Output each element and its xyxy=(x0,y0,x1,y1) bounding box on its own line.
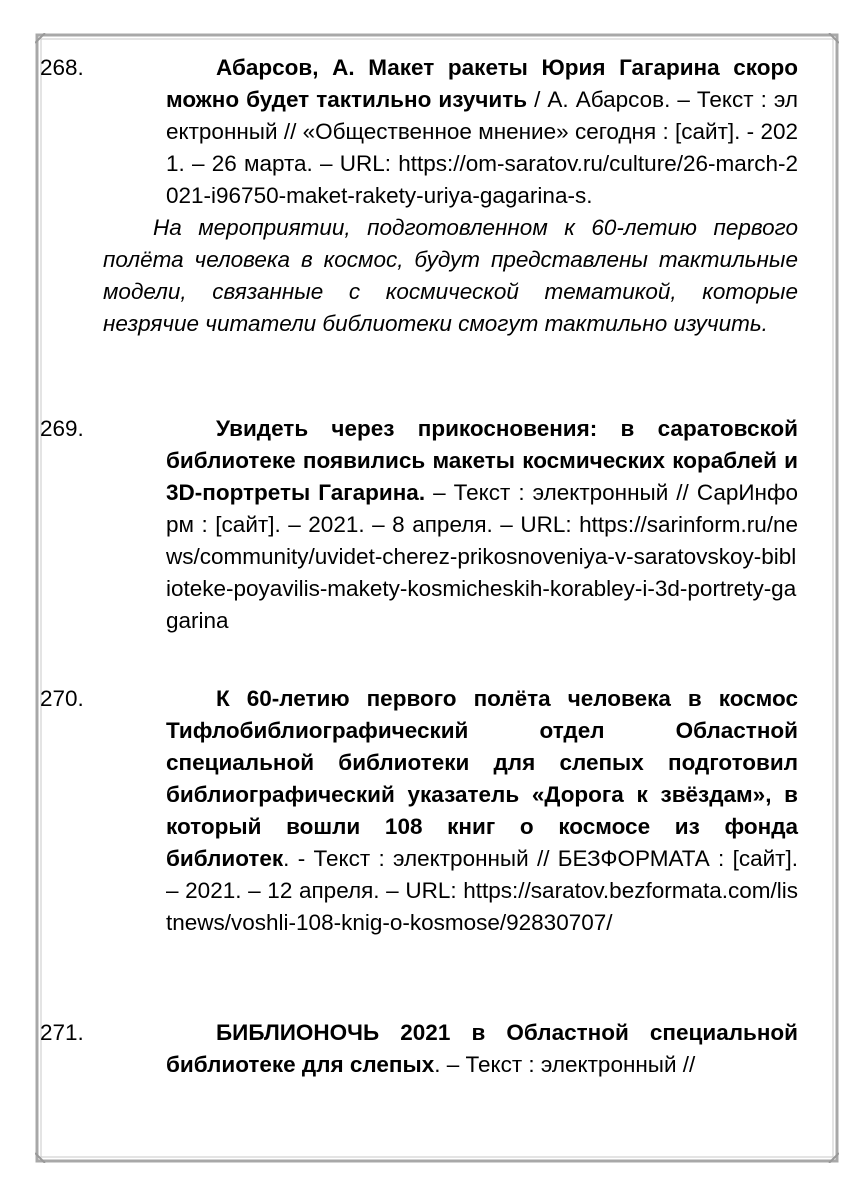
entry-number: 268. xyxy=(40,55,84,80)
entry-title: Увидеть через прикосновения: в саратовской библиотеке появились макеты космических кораблей и 3D-портреты Гагарина. xyxy=(166,416,798,505)
entry-annotation: На мероприятии, подготовленном к 60-летию первого полёта человека в космос, будут представлены тактильные модели, связанные с космической тематикой, которые незрячие читатели библиотеки смогут тактильно изучить. xyxy=(103,215,798,336)
entry-number: 269. xyxy=(40,416,84,441)
entry-title: Абарсов, А. Макет ракеты Юрия Гагарина скоро можно будет тактильно изучить xyxy=(166,55,798,112)
entry-citation xyxy=(103,52,798,212)
entry-details: . - Текст : электронный // БЕЗФОРМАТА : [сайт]. – 2021. – 12 апреля. – URL: https://saratov.bezformata.com/listnews/voshli-108-knig-o-kosmose/92830707/ xyxy=(166,846,798,935)
entry-citation xyxy=(103,1017,798,1081)
entry-citation xyxy=(103,683,798,939)
entry-number: 270. xyxy=(40,686,84,711)
entry-title: К 60-летию первого полёта человека в космос Тифлобиблиографический отдел Областной специальной библиотеки для слепых подготовил библиографический указатель «Дорога к звёздам», в который вошли 108 книг о космосе из фонда библиотек xyxy=(166,686,798,871)
bibliography-entry-271 xyxy=(40,1017,798,1081)
entry-details: – Текст : электронный // СарИнформ : [сайт]. – 2021. – 8 апреля. – URL: https://sarinform.ru/news/community/uvidet-cherez-prikosnoveniya-v-saratovskoy-biblioteke-poyavilis-makety-kosmicheskih-korabley-i-3d-portrety-gagarina xyxy=(166,480,798,633)
entry-details: / А. Абарсов. – Текст : электронный // «Общественное мнение» сегодня : [сайт]. - 2021. – 26 марта. – URL: https://om-saratov.ru/culture/26-march-2021-i96750-maket-rakety-uriya-gagarina-s. xyxy=(166,87,799,208)
entry-title: БИБЛИОНОЧЬ 2021 в Областной специальной библиотеке для слепых xyxy=(166,1020,798,1077)
bibliography-entry-268 xyxy=(40,52,798,340)
bibliography-entry-270 xyxy=(40,683,798,939)
entry-number: 271. xyxy=(40,1020,84,1045)
entry-details: . – Текст : электронный // xyxy=(434,1052,696,1077)
bibliography-entry-269 xyxy=(40,413,798,637)
entry-citation xyxy=(103,413,798,637)
